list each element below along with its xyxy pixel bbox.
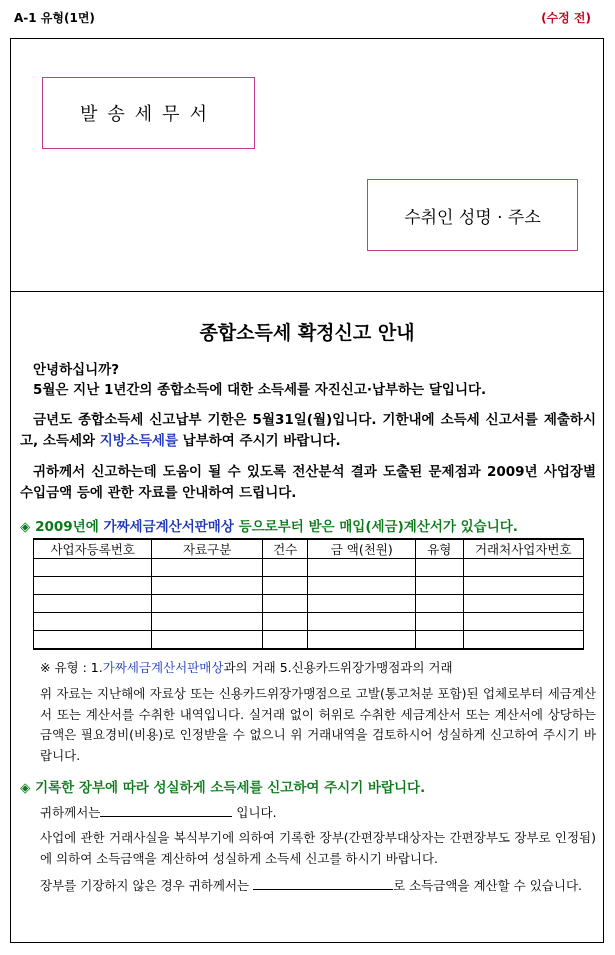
deadline-text-post: 납부하여 주시기 바랍니다. — [177, 433, 341, 449]
recipient-address-box: 수취인 성명 · 주소 — [367, 179, 578, 251]
table-cell — [416, 631, 463, 650]
table-cell — [152, 595, 263, 613]
table-cell — [34, 595, 152, 613]
section1-post: 등으로부터 받은 매입(세금)계산서가 있습니다. — [233, 519, 518, 535]
table-cell — [308, 631, 416, 650]
greeting: 안녕하십니까? — [33, 362, 120, 378]
bookkeeping-status-post: 입니다. — [232, 805, 277, 820]
form-id: A-1 유형(1면) — [14, 11, 95, 25]
table-cell — [262, 631, 308, 650]
purchase-invoice-table — [33, 538, 584, 650]
table-cell — [152, 559, 263, 577]
section2-text: 기록한 장부에 따라 성실하게 소득세를 신고하여 주시기 바랍니다. — [30, 780, 426, 796]
sender-office-box: 발송세무서 — [42, 77, 255, 149]
table-cell — [463, 631, 583, 650]
table-cell — [416, 559, 463, 577]
bookkeeping-status-pre: 귀하께서는 — [40, 805, 101, 820]
revision-label: (수정 전) — [541, 11, 591, 25]
table-cell — [416, 595, 463, 613]
type-note-prefix: ※ 유형 : 1. — [40, 660, 103, 675]
table-cell — [262, 613, 308, 631]
analysis-paragraph: 귀하께서 신고하는데 도움이 될 수 있도록 전산분석 결과 도출된 문제점과 2009년 사업장별 수입금액 등에 관한 자료를 안내하여 드립니다. — [20, 464, 596, 501]
table-cell — [34, 613, 152, 631]
section-bookkeeping — [20, 776, 425, 796]
table-cell — [262, 595, 308, 613]
type-note — [40, 658, 453, 676]
estimate-post: 로 소득금액을 계산할 수 있습니다. — [393, 878, 582, 893]
section1-pre: 2009년에 — [30, 519, 104, 535]
section-fake-invoice — [20, 515, 518, 535]
estimate-blank — [253, 877, 393, 890]
table-cell — [308, 559, 416, 577]
table-cell — [308, 613, 416, 631]
table-row — [34, 559, 584, 577]
table-cell — [463, 559, 583, 577]
table-cell — [463, 613, 583, 631]
col-partner-number: 거래처사업자번호 — [463, 539, 583, 559]
table-row — [34, 577, 584, 595]
col-count: 건수 — [262, 539, 308, 559]
estimate-pre: 장부를 기장하지 않은 경우 귀하께서는 — [40, 878, 254, 893]
diamond-icon: ◈ — [20, 780, 31, 796]
deadline-paragraph — [20, 410, 596, 452]
section1-highlight: 가짜세금계산서판매상 — [103, 519, 234, 535]
table-cell — [463, 577, 583, 595]
table-cell — [34, 577, 152, 595]
bookkeeping-status-line — [40, 802, 277, 823]
table-cell — [152, 577, 263, 595]
intro-line: 5월은 지난 1년간의 종합소득에 대한 소득세를 자진신고·납부하는 달입니다. — [33, 382, 487, 398]
table-cell — [308, 577, 416, 595]
table-cell — [308, 595, 416, 613]
local-tax-highlight: 지방소득세를 — [99, 433, 178, 449]
table-cell — [416, 613, 463, 631]
table-cell — [34, 631, 152, 650]
bookkeeping-paragraph: 사업에 관한 거래사실을 복식부기에 의하여 기록한 장부(간편장부대상자는 간편장부도 장부로 인정됨)에 의하여 소득금액을 계산하여 성실하게 소득세 신고를 하시기 바랍니다. — [40, 830, 596, 866]
type-note-rest: 과의 거래 5.신용카드위장가맹점과의 거래 — [223, 660, 453, 675]
table-cell — [262, 559, 308, 577]
table-cell — [416, 577, 463, 595]
explanation-paragraph: 위 자료는 지난해에 자료상 또는 신용카드위장가맹점으로 고발(통고처분 포함)된 업체로부터 세금계산서 또는 계산서를 수취한 내역입니다. 실거래 없이 허위로 수취한 세금계산서 또는 계산서에 상당하는 금액은 필요경비(비용)로 인정받을 수 없으니 위 거래내역을 검토하시어 성실하게 신고하여 주시기 바랍니다. — [40, 686, 596, 763]
table-header-row — [34, 539, 584, 559]
table-cell — [262, 577, 308, 595]
deadline-text-pre: 금년도 종합소득세 신고납부 기한은 5월31일(월)입니다. 기한내에 소득세 신고서를 제출하시고, 소득세와 — [20, 412, 596, 449]
table-row — [34, 631, 584, 650]
col-data-type: 자료구분 — [152, 539, 263, 559]
table-cell — [34, 559, 152, 577]
table-row — [34, 613, 584, 631]
status-blank — [100, 804, 232, 817]
table-cell — [152, 613, 263, 631]
table-cell — [152, 631, 263, 650]
envelope-divider — [10, 291, 604, 292]
type-note-highlight: 가짜세금계산서판매상 — [102, 660, 224, 675]
table-cell — [463, 595, 583, 613]
col-business-number: 사업자등록번호 — [34, 539, 152, 559]
diamond-icon: ◈ — [20, 519, 31, 535]
col-type: 유형 — [416, 539, 463, 559]
notice-title: 종합소득세 확정신고 안내 — [199, 322, 415, 344]
table-row — [34, 595, 584, 613]
estimate-paragraph — [40, 876, 596, 897]
col-amount: 금 액(천원) — [308, 539, 416, 559]
